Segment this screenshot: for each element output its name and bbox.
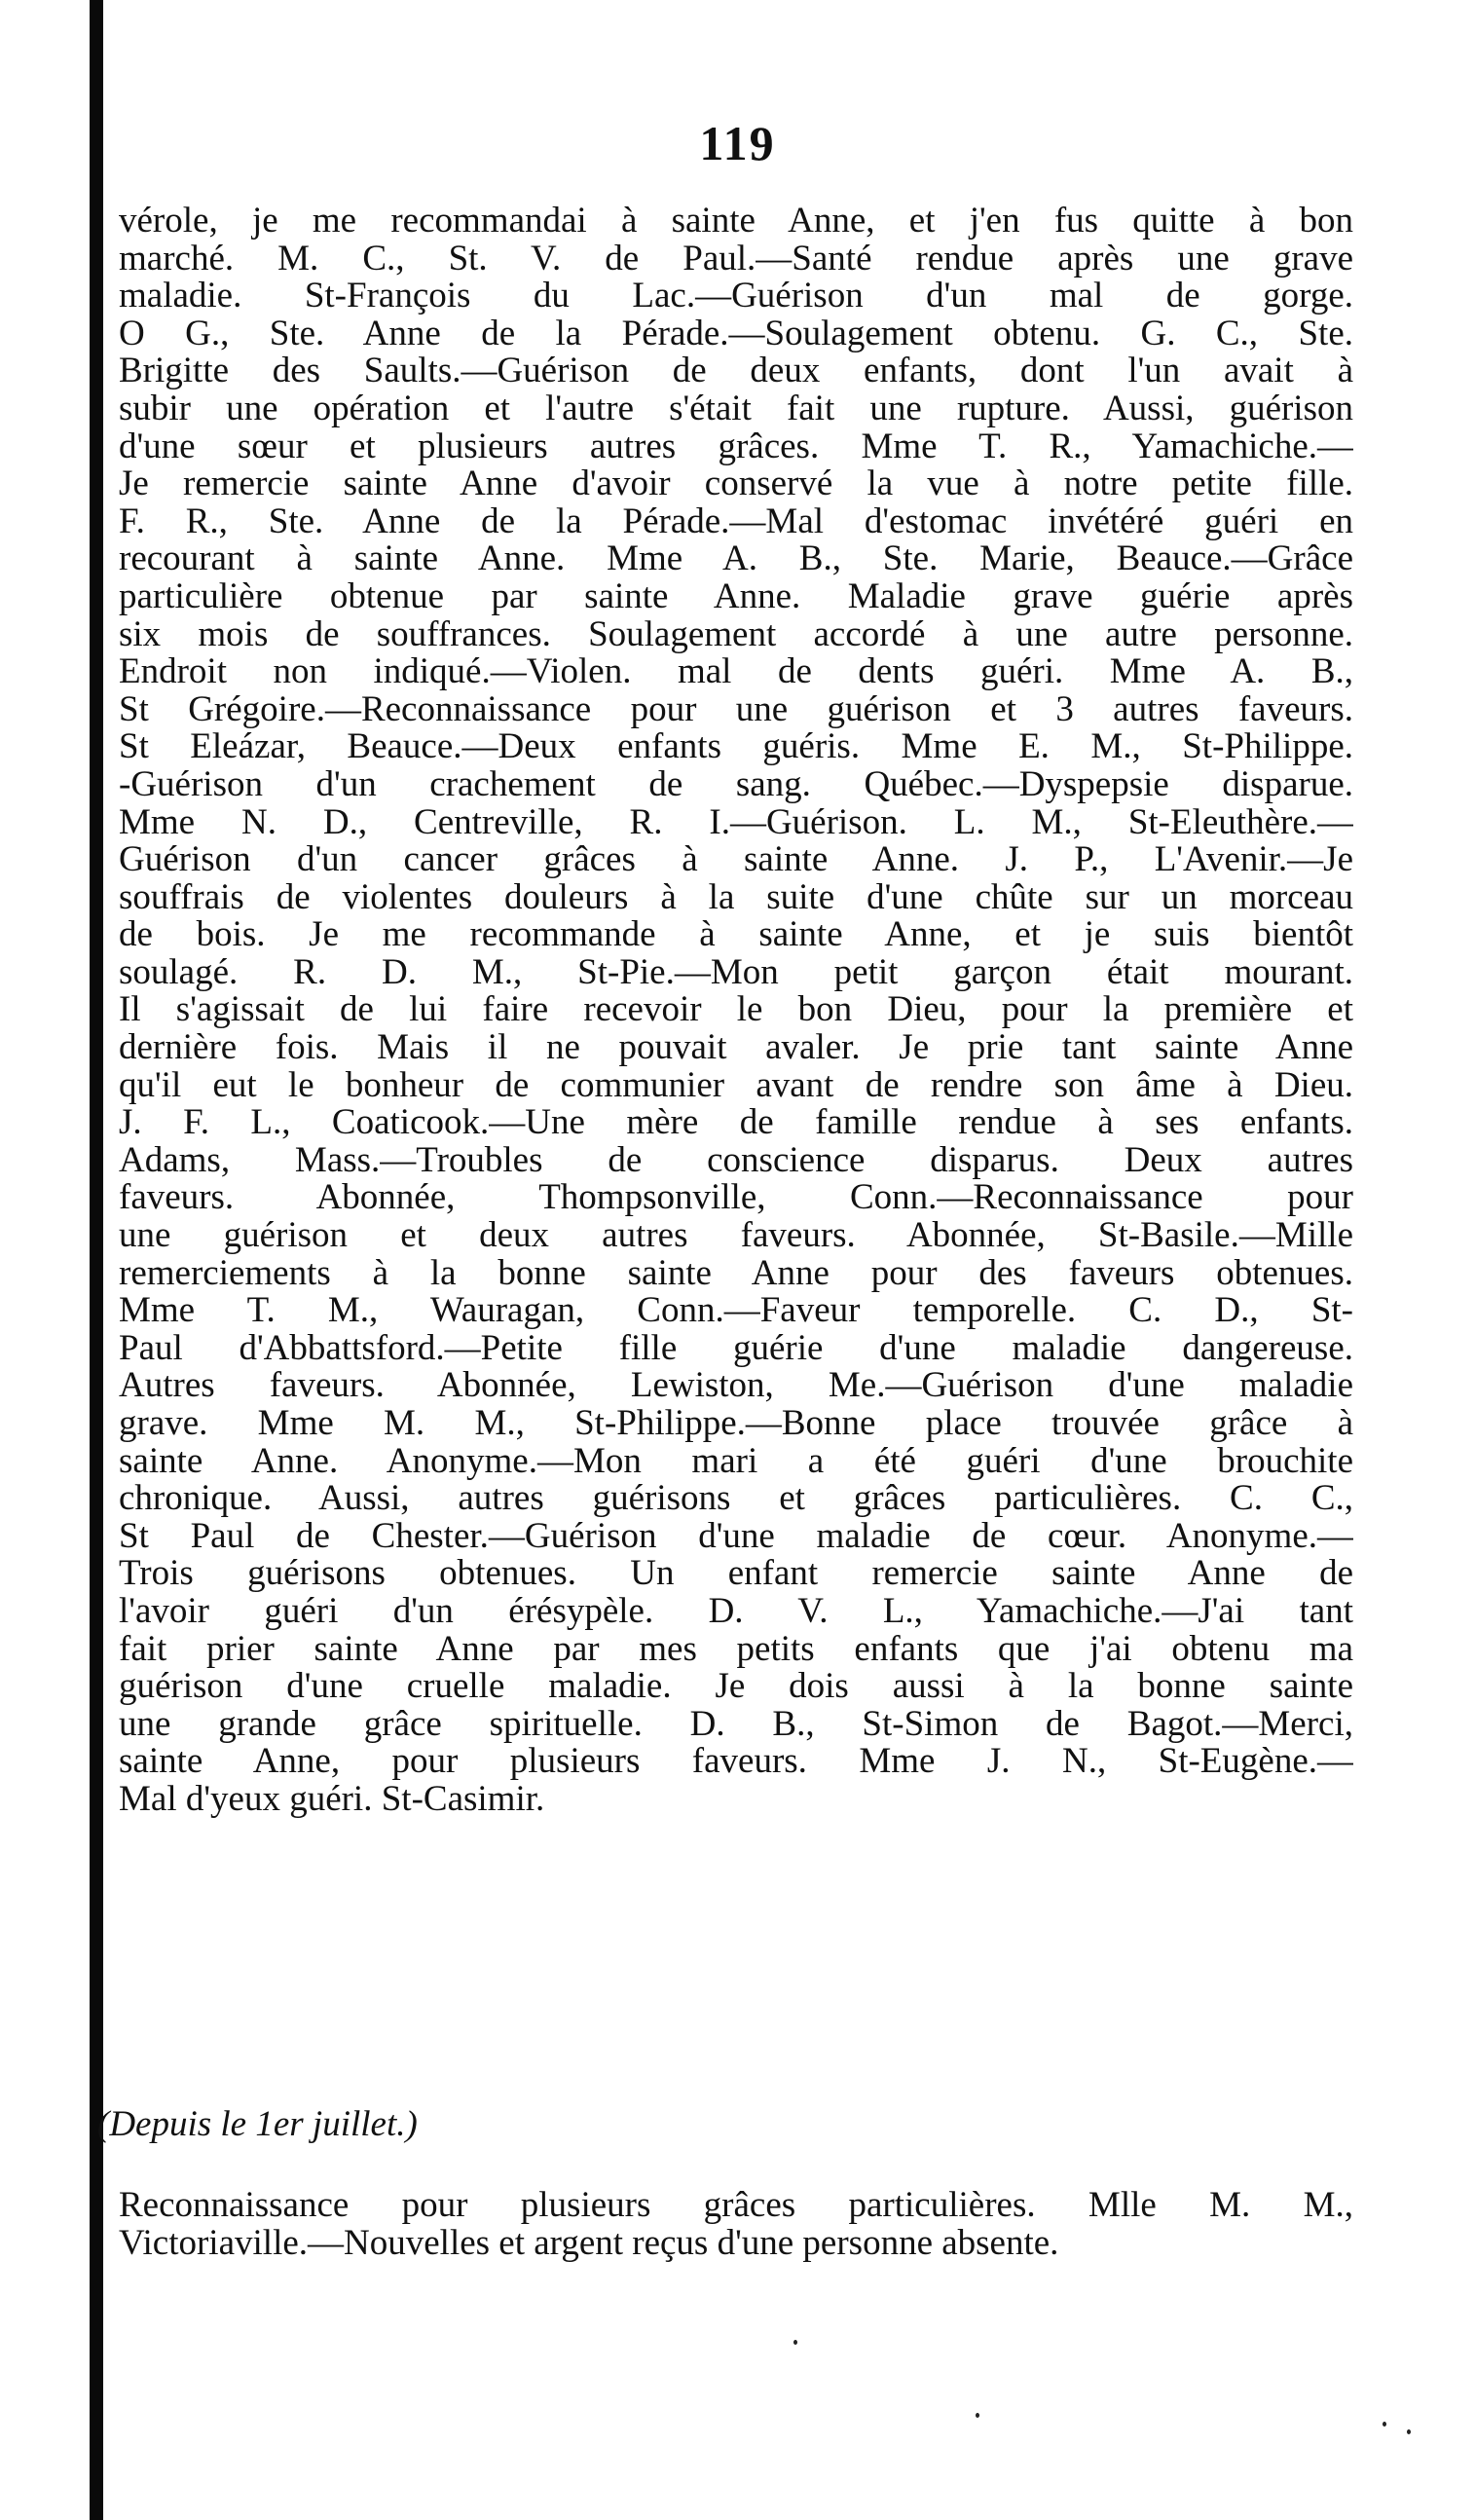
text-line: O G., Ste. Anne de la Pérade.—Soulagement obtenu. G. C., Ste. [119,315,1353,353]
text-line: sainte Anne, pour plusieurs faveurs. Mme J. N., St-Eugène.— [119,1743,1353,1781]
text-line: soulagé. R. D. M., St-Pie.—Mon petit garçon était mourant. [119,953,1353,992]
text-line: dernière fois. Mais il ne pouvait avaler. Je prie tant sainte Anne [119,1029,1353,1067]
text-line: Mal d'yeux guéri. St-Casimir. [119,1780,545,1819]
text-line: Guérison d'un cancer grâces à sainte Anne. J. P., L'Avenir.—Je [119,841,1353,879]
text-line: marché. M. C., St. V. de Paul.—Santé rendue après une grave [119,240,1353,278]
text-line: subir une opération et l'autre s'était fait une rupture. Aussi, guérison [119,389,1353,428]
text-line: Trois guérisons obtenues. Un enfant remercie sainte Anne de [119,1555,1353,1593]
text-line: maladie. St-François du Lac.—Guérison d'un mal de gorge. [119,278,1353,315]
text-line: guérison d'une cruelle maladie. Je dois aussi à la bonne sainte [119,1668,1353,1706]
text-line: -Guérison d'un crachement de sang. Québec.—Dyspepsie disparue. [119,765,1353,804]
text-line: qu'il eut le bonheur de communier avant de rendre son âme à Dieu. [119,1066,1353,1105]
text-line: St Eleázar, Beauce.—Deux enfants guéris. Mme E. M., St-Philippe. [119,728,1353,766]
text-line: J. F. L., Coaticook.—Une mère de famille rendue à ses enfants. [119,1104,1353,1142]
text-line: Victoriaville.—Nouvelles et argent reçus d'une personne absente. [119,2224,1059,2263]
text-line: F. R., Ste. Anne de la Pérade.—Mal d'estomac invétéré guéri en [119,502,1353,541]
final-paragraph [119,2187,1353,2262]
text-line: six mois de souffrances. Soulagement accordé à une autre personne. [119,615,1353,654]
text-line: particulière obtenue par sainte Anne. Maladie grave guérie après [119,577,1353,616]
text-line: Mme N. D., Centreville, R. I.—Guérison. L. M., St-Eleuthère.— [119,803,1353,842]
text-line: grave. Mme M. M., St-Philippe.—Bonne place trouvée grâce à [119,1405,1353,1443]
text-line: Paul d'Abbattsford.—Petite fille guérie d'une maladie dangereuse. [119,1329,1353,1368]
text-line: remerciements à la bonne sainte Anne pour des faveurs obtenues. [119,1254,1353,1293]
text-line: d'une sœur et plusieurs autres grâces. Mme T. R., Yamachiche.— [119,427,1353,466]
text-line: chronique. Aussi, autres guérisons et grâces particulières. C. C., [119,1480,1353,1518]
text-line: St Grégoire.—Reconnaissance pour une guérison et 3 autres faveurs. [119,690,1353,729]
print-speck [1383,2422,1386,2427]
text-line: vérole, je me recommandai à sainte Anne, et j'en fus quitte à bon [119,203,1353,241]
text-line: une guérison et deux autres faveurs. Abonnée, St-Basile.—Mille [119,1217,1353,1255]
text-line: faveurs. Abonnée, Thompsonville, Conn.—Reconnaissance pour [119,1179,1353,1218]
text-line: sainte Anne. Anonyme.—Mon mari a été guéri d'une brouchite [119,1442,1353,1481]
text-line: fait prier sainte Anne par mes petits enfants que j'ai obtenu ma [119,1630,1353,1669]
text-line: Mme T. M., Wauragan, Conn.—Faveur temporelle. C. D., St- [119,1292,1353,1330]
text-line: Brigitte des Saults.—Guérison de deux enfants, dont l'un avait à [119,352,1353,390]
text-line: souffrais de violentes douleurs à la suite d'une chûte sur un morceau [119,878,1353,917]
text-line: de bois. Je me recommande à sainte Anne, et je suis bientôt [119,916,1353,954]
print-speck [976,2413,979,2418]
text-line: une grande grâce spirituelle. D. B., St-Simon de Bagot.—Merci, [119,1705,1353,1744]
text-line: l'avoir guéri d'un érésypèle. D. V. L., Yamachiche.—J'ai tant [119,1592,1353,1631]
text-line: recourant à sainte Anne. Mme A. B., Ste. Marie, Beauce.—Grâce [119,540,1353,578]
print-speck [793,2340,797,2345]
print-speck [1407,2429,1411,2434]
page-number: 119 [699,116,776,170]
text-line: Endroit non indiqué.—Violen. mal de dents guéri. Mme A. B., [119,653,1353,691]
dateline: (Depuis le 1er juillet.) [97,2104,418,2144]
text-line: Il s'agissait de lui faire recevoir le bon Dieu, pour la première et [119,991,1353,1030]
text-line: St Paul de Chester.—Guérison d'une maladie de cœur. Anonyme.— [119,1517,1353,1556]
text-line: Reconnaissance pour plusieurs grâces particulières. Mlle M. M., [119,2187,1353,2225]
body-text [119,203,1353,1819]
text-line: Adams, Mass.—Troubles de conscience disparus. Deux autres [119,1141,1353,1180]
text-line: Autres faveurs. Abonnée, Lewiston, Me.—Guérison d'une maladie [119,1367,1353,1405]
text-line: Je remercie sainte Anne d'avoir conservé la vue à notre petite fille. [119,465,1353,503]
